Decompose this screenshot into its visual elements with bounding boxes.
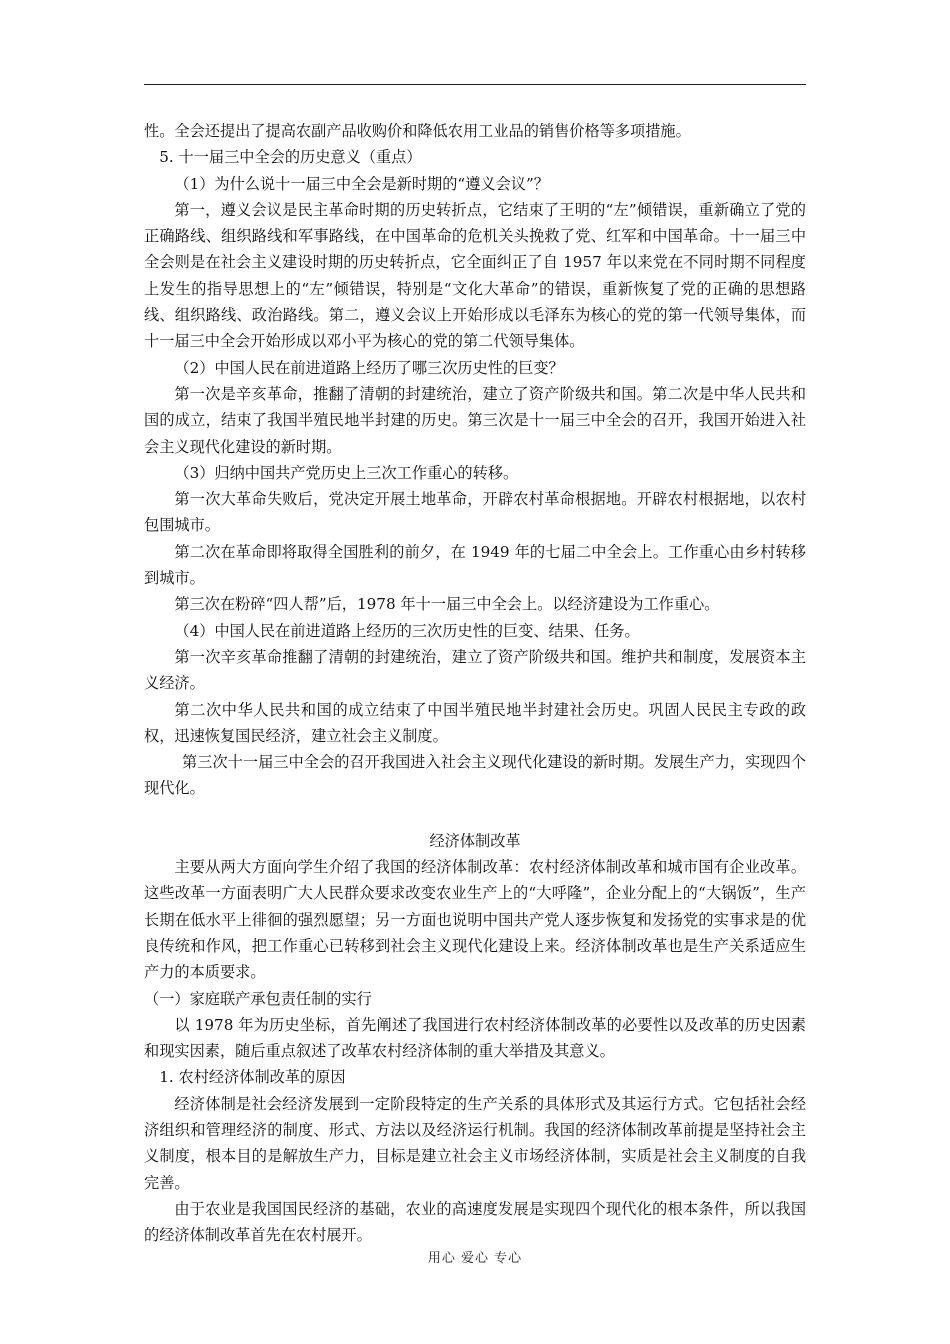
paragraph: 第一，遵义会议是民主革命时期的历史转折点，它结束了王明的“左”倾错误，重新确立了党的正确路线、组织路线和军事路线，在中国革命的危机关头挽救了党、红军和中国革命。十一届三中全会则是在社会主义建设时期的历史转折点，它全面纠正了自 1957 年以来党在不同时期不同程度上发生的指导思想上的“左”倾错误，特别是“文化大革命”的错误，重新恢复了党的正确的思想路线、组织路线、政治路线。第二，遵义会议上开始形成以毛泽东为核心的党的第一代领导集体，而十一届三中全会开始形成以邓小平为核心的党的第二代领导集体。 (144, 200, 806, 351)
question-heading: （4）中国人民在前进道路上经历的三次历史性的巨变、结果、任务。 (174, 621, 640, 640)
section-heading: （一）家庭联产承包责任制的实行 (144, 989, 372, 1008)
question-heading: （2）中国人民在前进道路上经历了哪三次历史性的巨变？ (174, 358, 564, 377)
paragraph: 以 1978 年为历史坐标，首先阐述了我国进行农村经济体制改革的必要性以及改革的历史因素和现实因素，随后重点叙述了改革农村经济体制的重大举措及其意义。 (144, 1015, 806, 1061)
paragraph: 性。全会还提出了提高农副产品收购价和降低农用工业品的销售价格等多项措施。 (144, 122, 691, 140)
paragraph: 第二次中华人民共和国的成立结束了中国半殖民地半封建社会历史。巩固人民民主专政的政权，迅速恢复国民经济，建立社会主义制度。 (144, 700, 806, 745)
page-footer: 用心 爱心 专心 (427, 1251, 523, 1266)
paragraph: 由于农业是我国国民经济的基础，农业的高速度发展是实现四个现代化的根本条件，所以我国的经济体制改革首先在农村展开。 (144, 1199, 806, 1245)
section-heading: 5. 十一届三中全会的历史意义（重点） (159, 148, 422, 167)
paragraph: 第一次辛亥革命推翻了清朝的封建统治，建立了资产阶级共和国。维护共和制度，发展资本主义经济。 (144, 647, 806, 693)
section-heading: 1. 农村经济体制改革的原因 (159, 1068, 346, 1087)
spacer (144, 802, 806, 828)
paragraph: 第一次大革命失败后，党决定开展土地革命，开辟农村革命根据地。开辟农村根据地，以农村包围城市。 (144, 490, 806, 535)
paragraph: 第二次在革命即将取得全国胜利的前夕，在 1949 年的七届二中全会上。工作重心由乡村转移到城市。 (144, 542, 806, 588)
paragraph: 第三次十一届三中全会的召开我国进入社会主义现代化建设的新时期。发展生产力，实现四个现代化。 (144, 753, 806, 798)
paragraph: 第一次是辛亥革命，推翻了清朝的封建统治，建立了资产阶级共和国。第二次是中华人民共和国的成立，结束了我国半殖民地半封建的历史。第三次是十一届三中全会的召开，我国开始进入社会主义现代化建设的新时期。 (144, 384, 806, 456)
document-body (144, 118, 806, 1248)
paragraph: 经济体制是社会经济发展到一定阶段特定的生产关系的具体形式及其运行方式。它包括社会经济组织和管理经济的制度、形式、方法以及经济运行机制。我国的经济体制改革前提是坚持社会主义制度，根本目的是解放生产力，目标是建立社会主义市场经济体制，实质是社会主义制度的自我完善。 (144, 1094, 806, 1192)
question-heading: （3）归纳中国共产党历史上三次工作重心的转移。 (174, 463, 519, 482)
chapter-title: 经济体制改革 (429, 831, 521, 850)
paragraph: 第三次在粉碎“四人帮”后，1978 年十一届三中全会上。以经济建设为工作重心。 (174, 595, 720, 614)
paragraph: 主要从两大方面向学生介绍了我国的经济体制改革：农村经济体制改革和城市国有企业改革。这些改革一方面表明广大人民群众要求改变农业生产上的“大呼隆”，企业分配上的“大锅饭”，生产长期在低水平上徘徊的强烈愿望；另一方面也说明中国共产党人逐步恢复和发扬党的实事求是的优良传统和作风，把工作重心已转移到社会主义现代化建设上来。经济体制改革也是生产关系适应生产力的本质要求。 (144, 858, 806, 982)
question-heading: （1）为什么说十一届三中全会是新时期的“遵义会议”？ (174, 174, 549, 193)
header-rule (144, 84, 806, 85)
